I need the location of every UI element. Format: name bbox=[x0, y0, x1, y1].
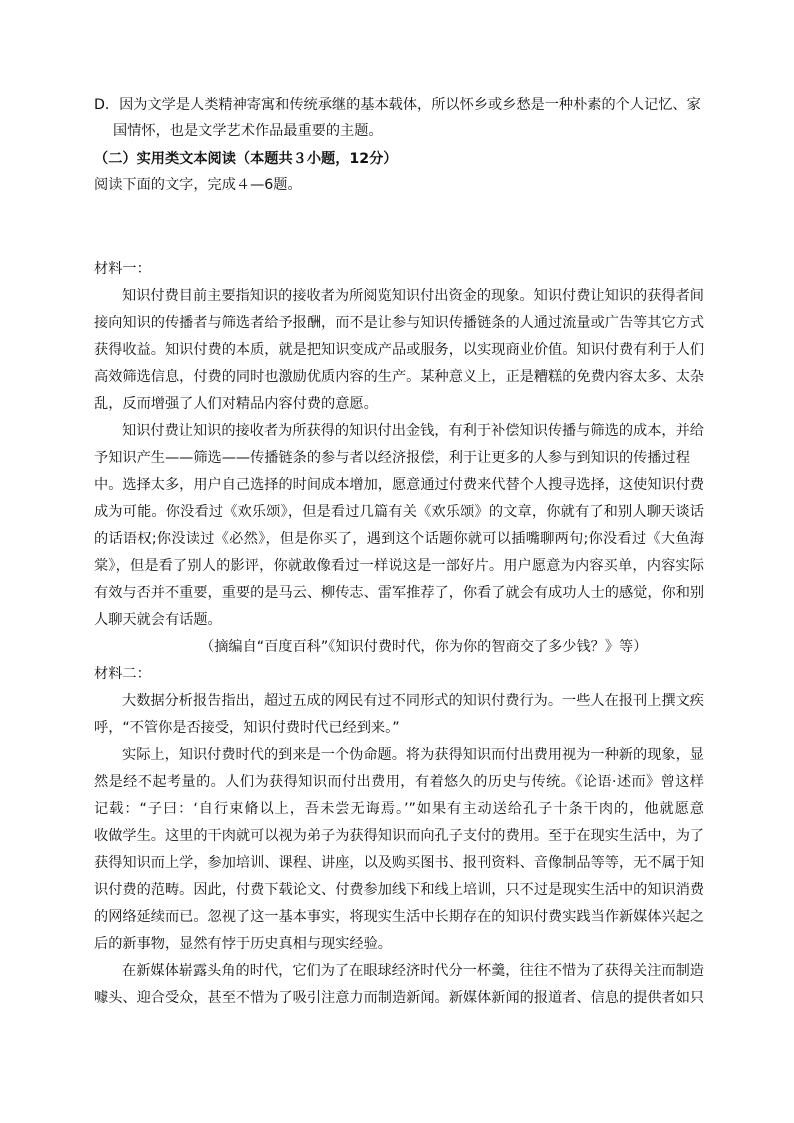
material-2-line: 记载：“子曰：‘自行束脩以上，吾未尝无诲焉。’”如果有主动送给孔子十条干肉的，他就愿意 bbox=[94, 801, 704, 817]
material-2-line: 在新媒体崭露头角的时代，它们为了在眼球经济时代分一杯羹，往往不惜为了获得关注而制造 bbox=[122, 963, 704, 979]
material-1-line: 中。选择太多，用户自己选择的时间成本增加，愿意通过付费来代替个人搜寻选择，这使知识付费 bbox=[94, 477, 704, 493]
material-2-line: 收做学生。这里的干肉就可以视为弟子为获得知识而向孔子支付的费用。至于在现实生活中，为了 bbox=[94, 828, 704, 844]
material-1-line: 予知识产生——筛选——传播链条的参与者以经济报偿，利于让更多的人参与到知识的传播过程 bbox=[94, 450, 690, 466]
material-2-line: 的网络延续而已。忽视了这一基本事实，将现实生活中长期存在的知识付费实践当作新媒体兴起之 bbox=[94, 909, 704, 925]
material-1-line: 乱，反而增强了人们对精品内容付费的意愿。 bbox=[94, 396, 378, 412]
material-2-line: 获得知识而上学，参加培训、课程、讲座，以及购买图书、报刊资料、音像制品等等，无不属于知 bbox=[94, 855, 704, 871]
material-1-source: （摘编自“百度百科”《知识付费时代，你为你的智商交了多少钱？》等） bbox=[200, 639, 648, 655]
material-1-line: 人聊天就会有话题。 bbox=[94, 612, 222, 628]
material-1-line: 获得收益。知识付费的本质，就是把知识变成产品或服务，以实现商业价值。知识付费有利于人们 bbox=[94, 342, 704, 358]
material-1-line: 的话语权;你没读过《必然》，但是你买了，遇到这个话题你就可以插嘴聊两句;你没看过《大鱼海 bbox=[94, 531, 704, 547]
material-1-line: 有效与否并不重要，重要的是马云、柳传志、雷军推荐了，你看了就会有成功人士的感觉，你和别 bbox=[94, 585, 704, 601]
option-d-line-1: D．因为文学是人类精神寄寓和传统承继的基本载体，所以怀乡或乡愁是一种朴素的个人记忆、家 bbox=[94, 97, 701, 113]
material-1-line: 接向知识的传播者与筛选者给予报酬，而不是让参与知识传播链条的人通过流量或广告等其它方式 bbox=[94, 315, 704, 331]
material-2-line: 实际上，知识付费时代的到来是一个伪命题。将为获得知识而付出费用视为一种新的现象，显 bbox=[122, 747, 704, 763]
material-2-line: 呼，“不管你是否接受，知识付费时代已经到来。” bbox=[94, 720, 400, 736]
material-1-line: 知识付费让知识的接收者为所获得的知识付出金钱，有利于补偿知识传播与筛选的成本，并给 bbox=[122, 423, 704, 439]
section-heading: （二）实用类文本阅读（本题共３小题，12分） bbox=[94, 151, 398, 167]
option-d-line-2: 国情怀，也是文学艺术作品最重要的主题。 bbox=[113, 123, 383, 139]
material-2-line: 识付费的范畴。因此，付费下载论文、付费参加线下和线上培训，只不过是现实生活中的知识消费 bbox=[94, 882, 704, 898]
material-2-line: 大数据分析报告指出，超过五成的网民有过不同形式的知识付费行为。一些人在报刊上撰文疾 bbox=[122, 693, 704, 709]
instruction-text: 阅读下面的文字，完成４—6题。 bbox=[94, 177, 302, 193]
material-1-line: 成为可能。你没看过《欢乐颂》，但是看过几篇有关《欢乐颂》的文章，你就有了和别人聊天谈话 bbox=[94, 504, 704, 520]
material-1-line: 高效筛选信息，付费的同时也激励优质内容的生产。某种意义上，正是糟糕的免费内容太多、太杂 bbox=[94, 369, 704, 385]
material-1-line: 棠》，但是看了别人的影评，你就敢像看过一样说这是一部好片。用户愿意为内容买单，内容实际 bbox=[94, 558, 704, 574]
material-2-line: 后的新事物，显然有悖于历史真相与现实经验。 bbox=[94, 936, 392, 952]
material-1-line: 知识付费目前主要指知识的接收者为所阅览知识付出资金的现象。知识付费让知识的获得者间 bbox=[122, 288, 704, 304]
material-1-label: 材料一： bbox=[94, 261, 151, 277]
material-2-line: 然是经不起考量的。人们为获得知识而付出费用，有着悠久的历史与传统。《论语·述而》曾这样 bbox=[94, 774, 704, 790]
material-2-line: 噱头、迎合受众，甚至不惜为了吸引注意力而制造新闻。新媒体新闻的报道者、信息的提供者如只 bbox=[94, 990, 704, 1006]
material-2-label: 材料二： bbox=[94, 666, 151, 682]
